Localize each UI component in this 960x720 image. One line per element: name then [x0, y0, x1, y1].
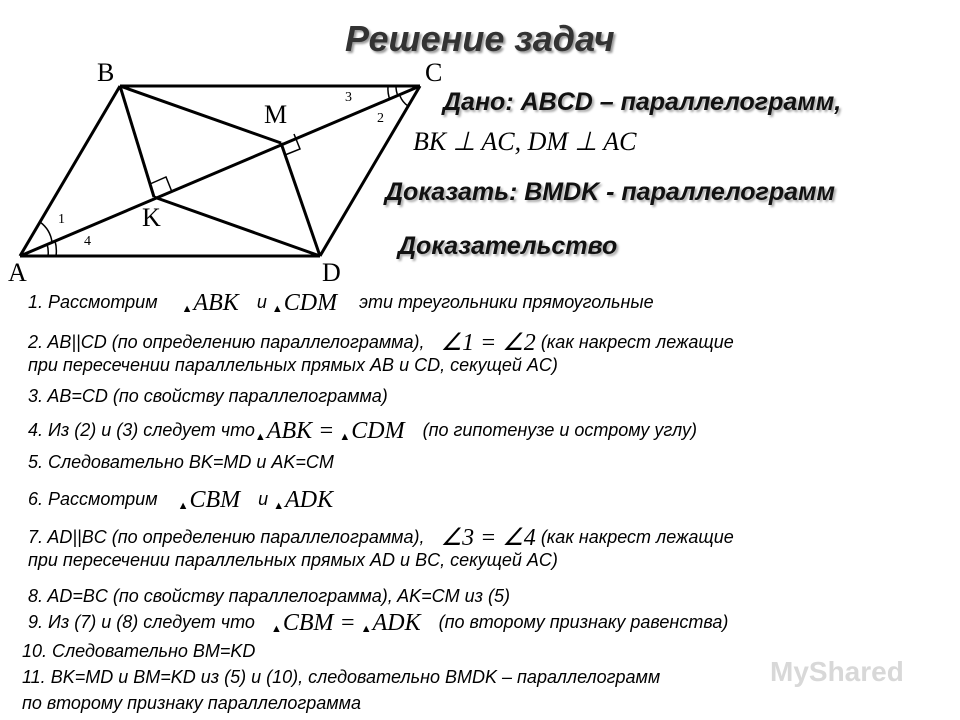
step-2-continued: при пересечении параллельных прямых AB и CD, секущей AC) — [28, 355, 558, 375]
triangle-symbol: ▲ — [273, 500, 285, 512]
angle-arc-4b — [55, 241, 56, 256]
triangle-symbol: ▲ — [254, 431, 266, 443]
step-8: 8. AD=BC (по свойству параллелограмма), AK=CM из (5) — [28, 586, 511, 606]
angle-label-4: 4 — [84, 234, 91, 249]
triangle-symbol: ▲ — [360, 623, 372, 635]
vertex-label-m: M — [264, 100, 288, 129]
triangle-symbol: ▲ — [177, 500, 189, 512]
step-10: 10. Следовательно BM=KD — [22, 641, 256, 661]
step-3: 3. AB=CD (по свойству параллелограмма) — [28, 386, 388, 406]
step-6: 6. Рассмотрим $_▲$CBM и $_▲$ADK — [28, 487, 334, 513]
step-11-continued: по второму признаку параллелограмма — [22, 693, 361, 713]
step-4: 4. Из (2) и (3) следует что$_▲$ABK = $_▲$CDM (по гипотенузе и острому углу) — [28, 418, 698, 444]
segment-bm — [120, 86, 281, 143]
diagonal-ac — [20, 86, 420, 256]
step-2: 2. AB||CD (по определению параллелограмма), ∠1 = ∠2 (как накрест лежащие — [28, 330, 734, 356]
angle-arc-4a — [47, 244, 48, 256]
step-11: 11. BK=MD и BM=KD из (5) и (10), следовательно BMDK – параллелограмм — [22, 667, 661, 687]
watermark-logo: MyShared — [770, 656, 904, 687]
step-1: 1. Рассмотрим $_▲$ABK и $_▲$CDM эти треугольники прямоугольные — [28, 290, 654, 316]
angle-label-3: 3 — [345, 90, 352, 105]
prove-heading: Доказать: BMDK - параллелограмм — [385, 178, 836, 206]
triangle-symbol: ▲ — [339, 431, 351, 443]
vertex-label-k: K — [142, 203, 161, 232]
step-5: 5. Следовательно BK=MD и AK=CM — [28, 452, 334, 472]
step-7-continued: при пересечении параллельных прямых AD и BC, секущей AC) — [28, 550, 558, 570]
vertex-label-b: B — [97, 58, 115, 87]
side-cd — [320, 86, 420, 256]
vertex-label-a: A — [8, 258, 27, 287]
given-heading: Дано: ABCD – параллелограмм, — [443, 88, 842, 116]
segment-dk — [154, 197, 320, 256]
angle-label-1: 1 — [58, 212, 65, 227]
angle-label-2: 2 — [377, 111, 384, 126]
proof-heading: Доказательство — [398, 232, 618, 260]
vertex-label-d: D — [322, 258, 341, 287]
triangle-symbol: ▲ — [271, 303, 283, 315]
step-7: 7. AD||BC (по определению параллелограмма), ∠3 = ∠4 (как накрест лежащие — [28, 525, 734, 551]
angle-arc-1 — [40, 222, 52, 242]
given-formula: BK ⊥ AC, DM ⊥ AC — [413, 127, 637, 156]
angle-arc-2 — [400, 96, 408, 106]
step-9: 9. Из (7) и (8) следует что $_▲$CBM = $_▲$ADK (по второму признаку равенства) — [28, 610, 729, 636]
vertex-label-c: C — [425, 58, 443, 87]
page-title: Решение задач — [345, 18, 615, 59]
triangle-symbol: ▲ — [181, 303, 193, 315]
segment-md — [281, 143, 320, 256]
triangle-symbol: ▲ — [270, 623, 282, 635]
segment-kb — [120, 86, 154, 197]
side-ab — [20, 86, 120, 256]
